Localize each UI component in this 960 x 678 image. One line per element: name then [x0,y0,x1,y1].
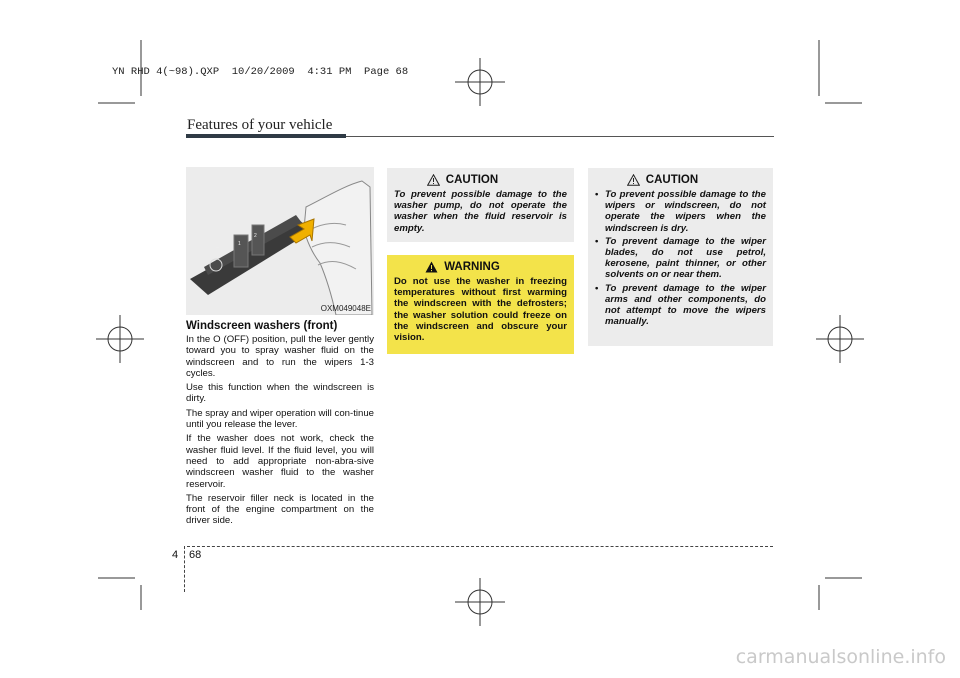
paragraph: The spray and wiper operation will con-tinue until you release the lever. [186,407,374,431]
warning-heading: WARNING [444,261,500,273]
paragraph: Use this function when the windscreen is dirty. [186,382,374,405]
page-number: 68 [189,549,202,561]
section-body [186,334,374,530]
wiper-lever-figure [186,167,374,315]
paragraph: If the washer does not work, check the washer fluid level. If the fluid level, you will need to add appropriate non-abra-sive windscreen washer fluid to the washer reservoir. [186,433,374,490]
caution-heading-row [559,174,766,186]
footer-divider [184,546,185,592]
caution-icon [427,174,440,186]
caution-text: To prevent possible damage to the washer pump, do not operate the washer when the fluid reservoir is empty. [394,189,567,234]
list-item: • To prevent damage to the wiper blades, do not use petrol, kerosene, paint thinner, or other solvents on or near them. [595,236,766,281]
caution-heading: CAUTION [445,174,499,186]
header-accent-bar [186,134,346,138]
list-item: • To prevent damage to the wiper arms and other components, do not attempt to move the wipers manually. [595,283,766,328]
chapter-number: 4 [172,549,179,561]
caution-box-washer [387,168,574,242]
warning-heading-row [358,261,567,273]
svg-text:2: 2 [254,233,257,239]
paragraph: In the O (OFF) position, pull the lever gently toward you to spray washer fluid on the windscreen and to run the wipers 1-3 cycles. [186,334,374,379]
paragraph: The reservoir filler neck is located in the front of the engine compartment on the driver side. [186,492,374,527]
caution-icon [627,174,640,186]
list-item: • To prevent possible damage to the wipers or windscreen, do not operate the wipers when the windscreen is dry. [595,189,766,234]
svg-text:1: 1 [238,241,241,247]
svg-text:+: + [216,245,219,251]
figure-code: OXM049048E [320,304,371,313]
page-header-title: Features of your vehicle [187,117,333,133]
watermark: carmanualsonline.info [735,646,946,668]
warning-box-freezing [387,255,574,354]
caution-heading: CAUTION [645,174,699,186]
caution-list [595,189,766,327]
footer-rule [187,546,773,547]
warning-icon [425,261,438,273]
wiper-lever-illustration [186,167,374,315]
header-rule [346,136,774,137]
warning-text: Do not use the washer in freezing temperatures without first warming the windscreen with the defrosters; the washer solution could freeze on the windscreen and obscure your vision. [394,276,567,344]
caution-box-wipers [588,168,773,346]
caution-heading-row [358,174,567,186]
section-title: Windscreen washers (front) [186,320,338,332]
print-slug: YN RHD 4(~98).QXP 10/20/2009 4:31 PM Page 68 [112,66,409,78]
